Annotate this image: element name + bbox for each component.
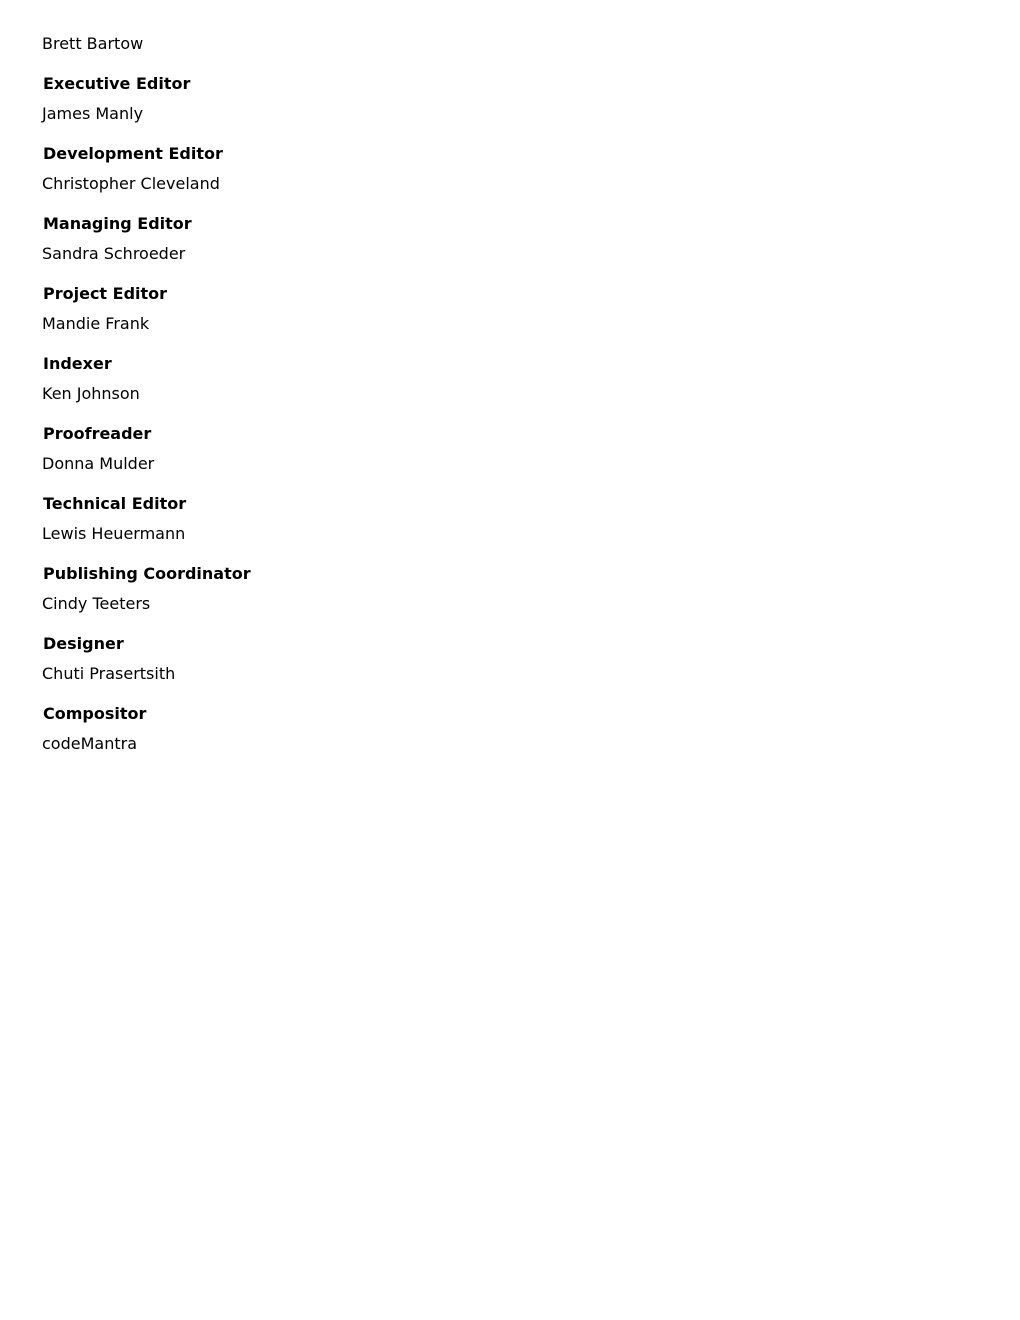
- credit-role: Project Editor: [43, 284, 168, 303]
- credit-name: Donna Mulder: [42, 454, 155, 473]
- credit-name: codeMantra: [42, 734, 137, 753]
- credit-name: Mandie Frank: [42, 314, 150, 333]
- credit-entry: [42, 283, 742, 335]
- credits-page: [42, 33, 742, 755]
- credit-name: James Manly: [42, 104, 144, 123]
- credit-name: Christopher Cleveland: [42, 174, 220, 193]
- credit-entry: [42, 143, 742, 195]
- credit-role: Indexer: [43, 354, 112, 373]
- credit-entry: [42, 73, 742, 125]
- credit-role: Proofreader: [43, 424, 152, 443]
- credit-role: Designer: [43, 634, 124, 653]
- credit-entry: [42, 633, 742, 685]
- credit-entry: [42, 353, 742, 405]
- credit-entry: [42, 703, 742, 755]
- credit-entry: [42, 213, 742, 265]
- credit-entry: [42, 423, 742, 475]
- credit-entry: [42, 563, 742, 615]
- credit-name: Chuti Prasertsith: [42, 664, 176, 683]
- credit-name: Lewis Heuermann: [42, 524, 186, 543]
- credit-name: Sandra Schroeder: [42, 244, 186, 263]
- credit-role: Executive Editor: [43, 74, 191, 93]
- credit-role: Technical Editor: [43, 494, 187, 513]
- credit-entry: [42, 493, 742, 545]
- credit-name-top: Brett Bartow: [42, 34, 144, 53]
- credit-role: Managing Editor: [43, 214, 192, 233]
- credit-name: Cindy Teeters: [42, 594, 151, 613]
- credit-name: Ken Johnson: [42, 384, 140, 403]
- credit-role: Publishing Coordinator: [43, 564, 251, 583]
- credit-role: Development Editor: [43, 144, 223, 163]
- credit-role: Compositor: [43, 704, 147, 723]
